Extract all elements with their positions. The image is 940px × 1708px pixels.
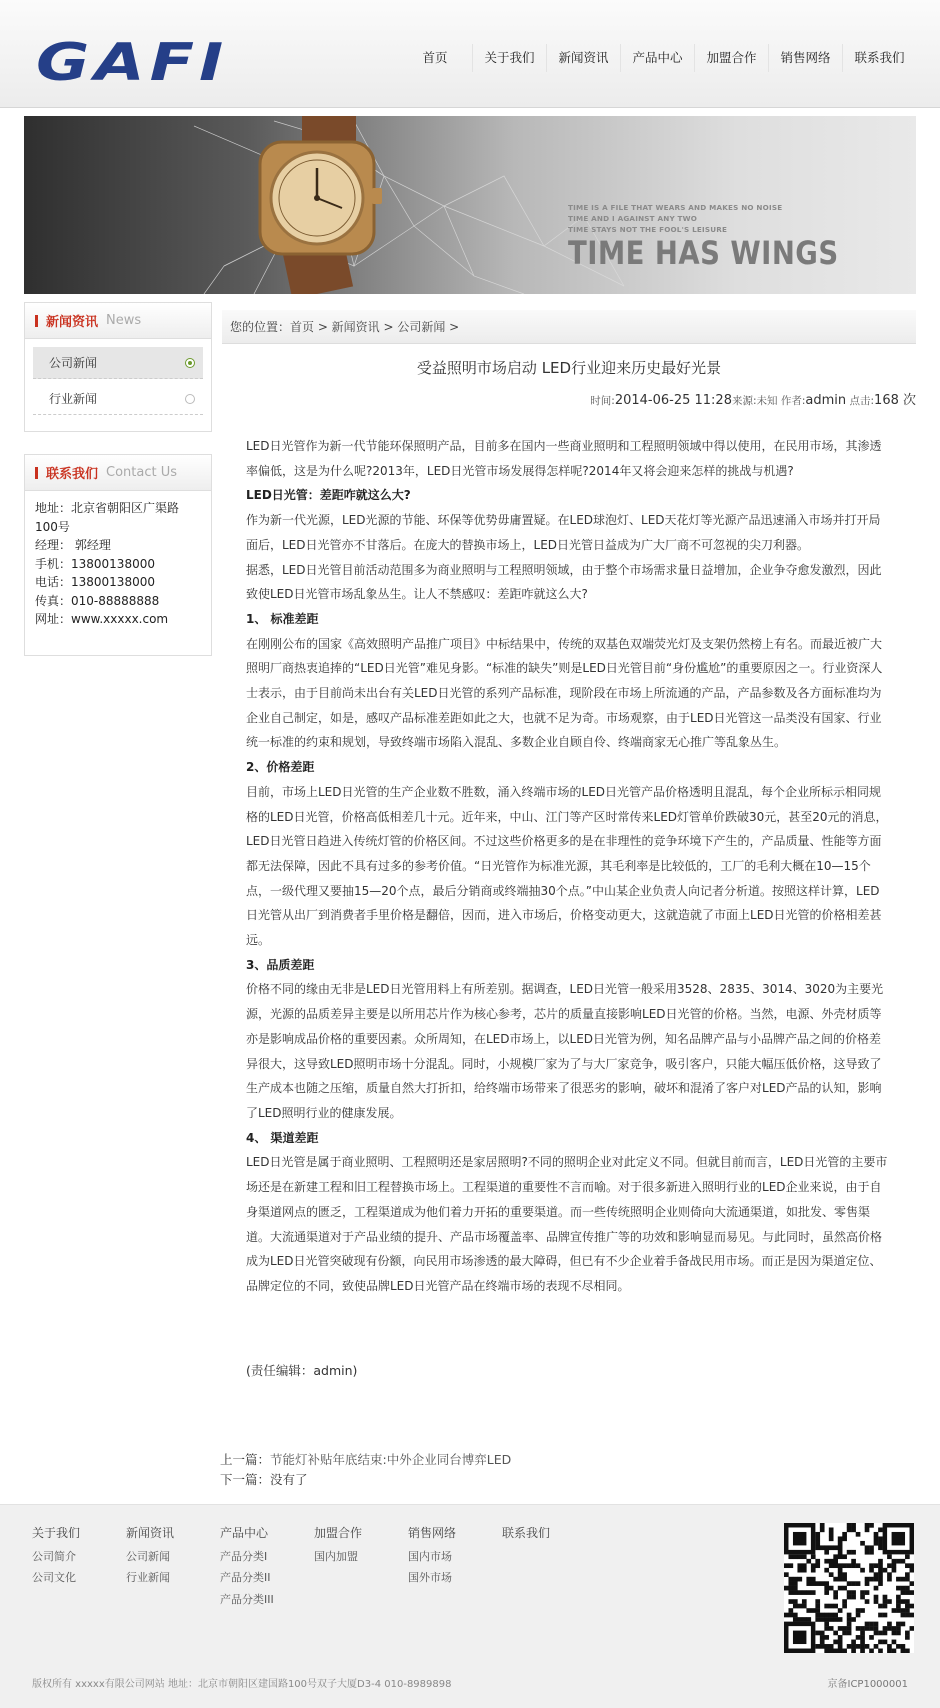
article-editor: (责任编辑：admin)	[246, 1363, 358, 1378]
next-label: 下一篇：	[220, 1472, 271, 1487]
sidebar-item-company-news[interactable]	[33, 347, 203, 379]
footer-link[interactable]: 公司文化	[32, 1571, 76, 1584]
banner-quote-line: TIME STAYS NOT THE FOOL'S LEISURE	[568, 225, 728, 234]
footer-link[interactable]: 产品分类II	[220, 1571, 271, 1584]
article-paragraph: 在刚刚公布的国家《高效照明产品推广项目》中标结果中，传统的双基色双端荧光灯及支架仍然榜上有名。而最近被广大照明厂商热衷追捧的“LED日光管”难见身影。“标准的缺失”则是LED日光管目前“身份尴尬”的重要原因之一。行业资深人士表示，由于目前尚未出台有关LED日光管的系列产品标准，现阶段在市场上所流通的产品，产品参数及各方面标准均为企业自己制定，如是，感叹产品标准差距如此之大，也就不足为奇。市场观察，由于LED日光管这一品类没有国家、行业统一标准的约束和规划，导致终端市场陷入混乱、多数企业自顾自伶、终端商家无心推广等乱象丛生。	[246, 636, 883, 750]
contact-box-title: 联系我们	[46, 467, 99, 482]
meta-time-label: 时间:	[590, 395, 615, 407]
footer-link[interactable]: 公司简介	[32, 1549, 76, 1563]
nav-contact[interactable]: 联系我们	[842, 44, 916, 72]
article-subheading: 1、 标准差距	[246, 611, 319, 626]
footer-col-sales	[408, 1523, 456, 1589]
article-paragraph: 作为新一代光源，LED光源的节能、环保等优势毋庸置疑。在LED球泡灯、LED天花灯等光源产品迅速涌入市场并打开局面后，LED日光管亦不甘落后。在庞大的替换市场上，LED日光管日益成为广大厂商不可忽视的尖刀利器。	[246, 513, 881, 552]
footer-col-franchise	[314, 1523, 362, 1567]
article-subheading: 4、 渠道差距	[246, 1130, 319, 1145]
accent-bar	[35, 315, 38, 327]
qr-code	[784, 1523, 914, 1653]
footer-link[interactable]: 公司新闻	[126, 1549, 170, 1563]
bullet-icon	[185, 358, 195, 368]
meta-source-label: 来源:	[731, 395, 757, 407]
accent-bar	[35, 467, 38, 479]
prev-next-nav	[220, 1450, 511, 1490]
footer-col-title[interactable]: 加盟合作	[314, 1526, 363, 1540]
news-category-box	[24, 302, 212, 432]
banner-quote	[568, 202, 782, 235]
footer-col-about	[32, 1523, 80, 1589]
article-paragraph: LED日光管是属于商业照明、工程照明还是家居照明?不同的照明企业对此定义不同。但就目前而言，LED日光管的主要市场还是在新建工程和旧工程替换市场上。工程渠道的重要性不言而喻。对于很多新进入照明行业的LED企业来说，由于自身渠道网点的匮乏，工程渠道成为他们着力开拓的重要渠道。而一些传统照明企业则倚向大流通渠道，如批发、零售渠道。大流通渠道对于产品业绩的提升、产品市场覆盖率、品牌宣传推广等的功效和影响显而易见。与此同时，虽然高价格成为LED日光管突破现有份额，向民用市场渗透的最大障碍，但已有不少企业着手备战民用市场。而正是因为渠道定位、品牌定位的不同，致使品牌LED日光管产品在终端市场的表现不尽相同。	[246, 1155, 888, 1293]
nav-about[interactable]: 关于我们	[472, 44, 546, 72]
footer-col-title[interactable]: 关于我们	[32, 1526, 81, 1540]
article-title: 受益照明市场启动 LED行业迎来历史最好光景	[416, 359, 722, 377]
next-article	[220, 1470, 511, 1490]
article-paragraph: 据悉，LED日光管目前活动范围多为商业照明与工程照明领域，由于整个市场需求量日益增加，企业争夺愈发激烈，因此致使LED日光管市场乱象丛生。让人不禁感叹：差距咋就这么大?	[246, 562, 882, 602]
news-box-subtitle: News	[106, 313, 142, 328]
footer-col-title[interactable]: 联系我们	[502, 1526, 551, 1540]
article-paragraph: 目前，市场上LED日光管的生产企业数不胜数，涌入终端市场的LED日光管产品价格透明且混乱，每个企业所标示相同规格的LED日光管，价格高低相差几十元。近年来，中山、江门等产区时常传来LED灯管单价跌破30元，甚至20元的消息，LED日光管日趋进入传统灯管的价格区间。不过这些价格更多的是在非理性的竞争环境下产生的，产品质量、性能等方面都无法保障，因此不具有过多的参考价值。“日光管作为标准光源，其毛利率是比较低的，工厂的毛利大概在10—15个点，一级代理又要抽15—20个点，最后分销商或终端抽30个点。”中山某企业负责人向记者分析道。按照这样计算，LED日光管从出厂到消费者手里价格是翻倍，因而，进入市场后，价格变动更大，这就造就了市面上LED日光管的价格相差甚远。	[246, 784, 888, 948]
article-body	[246, 434, 890, 1299]
article-paragraph: LED日光管作为新一代节能环保照明产品，目前多在国内一些商业照明和工程照明领域中得以使用，在民用市场，其渗透率偏低，这是为什么呢?2013年，LED日光管市场发展得怎样呢?2014年又将会迎来怎样的挑战与机遇?	[246, 439, 882, 478]
footer-link[interactable]: 行业新闻	[126, 1571, 170, 1584]
contact-address: 地址：北京省朝阳区广渠路100号	[35, 501, 180, 534]
footer-col-contact	[502, 1523, 550, 1546]
footer-col-news	[126, 1523, 174, 1589]
footer-copyright: 版权所有 xxxxx有限公司网站 地址：北京市朝阳区建国路100号双子大厦D3-4 010-8989898	[32, 1679, 452, 1690]
banner-title: TIME HAS WINGS	[568, 234, 839, 272]
sidebar-item-label: 公司新闻	[49, 356, 98, 370]
meta-author: admin	[805, 393, 847, 408]
footer-col-title[interactable]: 产品中心	[220, 1526, 269, 1540]
prev-label: 上一篇：	[220, 1452, 271, 1467]
prev-article	[220, 1450, 511, 1470]
contact-info	[25, 491, 211, 641]
meta-clicks: 168 次	[874, 393, 916, 408]
sidebar-item-industry-news[interactable]	[33, 383, 203, 415]
contact-box-subtitle: Contact Us	[106, 465, 178, 480]
news-category-menu	[25, 339, 211, 423]
nav-franchise[interactable]: 加盟合作	[694, 44, 768, 72]
article-meta	[590, 390, 916, 412]
footer-link[interactable]: 国内加盟	[314, 1549, 358, 1563]
nav-news[interactable]: 新闻资讯	[546, 44, 620, 72]
footer-col-title[interactable]: 销售网络	[408, 1526, 457, 1540]
nav-home[interactable]: 首页	[422, 50, 448, 65]
site-logo[interactable]	[36, 33, 229, 93]
breadcrumb[interactable]: 您的位置：首页 > 新闻资讯 > 公司新闻 >	[222, 310, 916, 344]
logo-text: GAFI	[36, 33, 229, 93]
meta-clicks-label: 点击:	[849, 395, 875, 407]
main-nav	[398, 44, 916, 72]
hero-banner	[24, 116, 916, 294]
footer-link[interactable]: 国内市场	[408, 1549, 452, 1563]
footer-icp[interactable]: 京备ICP1000001	[827, 1679, 908, 1690]
nav-products[interactable]: 产品中心	[620, 44, 694, 72]
meta-source: 未知	[756, 395, 778, 407]
footer-col-title[interactable]: 新闻资讯	[126, 1526, 175, 1540]
contact-box	[24, 454, 212, 656]
article-subheading: 3、品质差距	[246, 957, 315, 972]
contact-phone: 电话：13800138000	[35, 575, 155, 589]
contact-mobile: 手机：13800138000	[35, 556, 155, 571]
article-subheading: 2、价格差距	[246, 760, 315, 775]
contact-website: 网址：www.xxxxx.com	[35, 612, 169, 626]
footer-col-products	[220, 1523, 274, 1610]
sidebar-item-label: 行业新闻	[49, 392, 98, 406]
bullet-icon	[185, 394, 195, 404]
contact-fax: 传真：010-88888888	[35, 593, 160, 608]
site-footer	[0, 1504, 940, 1708]
meta-author-label: 作者:	[780, 395, 806, 407]
banner-quote-line: TIME AND I AGAINST ANY TWO	[568, 214, 698, 223]
footer-link[interactable]: 产品分类I	[220, 1549, 268, 1563]
article-subheading: LED日光管：差距咋就这么大?	[246, 488, 411, 503]
footer-link[interactable]: 国外市场	[408, 1571, 452, 1584]
contact-box-header	[25, 455, 211, 491]
meta-time: 2014-06-25 11:28	[614, 393, 732, 408]
news-box-header	[25, 303, 211, 339]
footer-link[interactable]: 产品分类III	[220, 1592, 274, 1606]
contact-manager: 经理： 郭经理	[35, 538, 111, 552]
news-box-title: 新闻资讯	[46, 315, 99, 330]
banner-quote-line: TIME IS A FILE THAT WEARS AND MAKES NO NOISE	[568, 203, 783, 212]
article-paragraph: 价格不同的缘由无非是LED日光管用料上有所差别。据调查，LED日光管一般采用3528、2835、3014、3020为主要光源，光源的品质差异主要是以所用芯片作为核心参考，芯片的质量直接影响LED日光管的价格。当然，电源、外壳材质等亦是影响成品价格的重要因素。众所周知，在LED市场上，以LED日光管为例，知名品牌产品与小品牌产品之间的价格差异很大，这导致LED照明市场十分混乱。同时，小规模厂家为了与大厂家竞争，吸引客户，只能大幅压低价格，这导致了生产成本也随之压缩，质量自然大打折扣，给终端市场带来了很恶劣的影响，破坏和混淆了客户对LED产品的认知，影响了LED照明行业的健康发展。	[246, 982, 884, 1120]
nav-sales[interactable]: 销售网络	[768, 44, 842, 72]
prev-article-link[interactable]: 节能灯补贴年底结束:中外企业同台博弈LED	[270, 1452, 512, 1467]
qr-code-image	[784, 1523, 914, 1653]
site-header	[0, 0, 940, 108]
next-article-text: 没有了	[270, 1472, 308, 1487]
